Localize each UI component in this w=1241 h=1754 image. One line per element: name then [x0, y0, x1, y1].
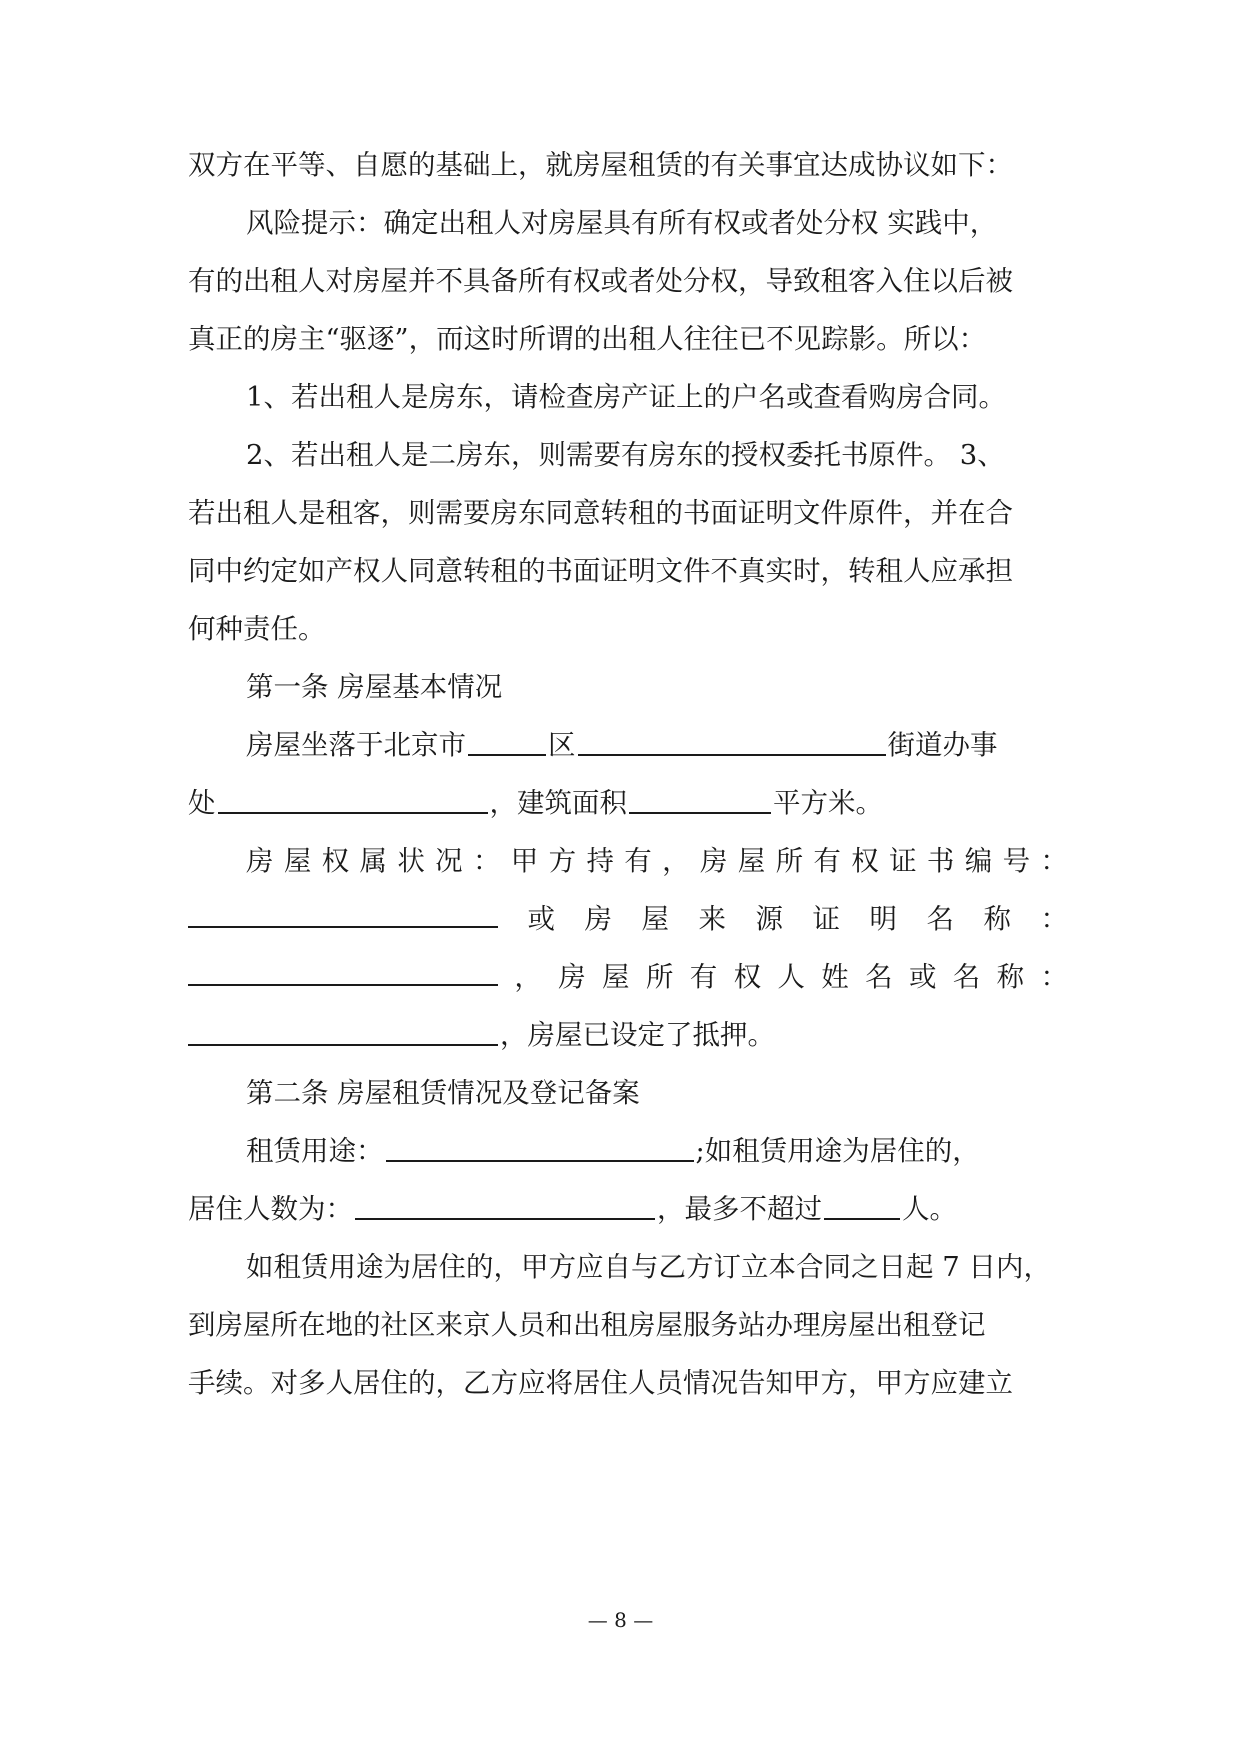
char: 房	[558, 961, 586, 993]
text-line: 同中约定如产权人同意转租的书面证明文件不真实时，转租人应承担	[188, 555, 1013, 587]
text-line: 手续。对多人居住的，乙方应将居住人员情况告知甲方，甲方应建立	[188, 1367, 1013, 1399]
char: 名	[926, 903, 954, 935]
char: ：	[1040, 961, 1068, 993]
source-line	[188, 899, 1068, 939]
char: 称	[983, 903, 1011, 935]
char: 权	[733, 961, 762, 993]
owner-line	[188, 957, 1068, 997]
article-2-heading: 第二条 房屋租赁情况及登记备案	[246, 1077, 640, 1109]
char: 所	[645, 961, 674, 993]
char: 方	[548, 845, 577, 877]
char: 屋	[737, 845, 766, 877]
district-blank[interactable]	[468, 727, 546, 756]
char: 来	[698, 903, 726, 935]
street-office-label: 街道办事	[887, 729, 998, 761]
char: 房	[584, 903, 612, 935]
char: 书	[926, 845, 955, 877]
occupants-blank[interactable]	[355, 1191, 655, 1220]
char: 证	[889, 845, 917, 877]
occupants-label: 居住人数为：	[188, 1193, 353, 1225]
mortgage-label: ，房屋已设定了抵押。	[500, 1019, 775, 1051]
char: 或	[527, 903, 555, 935]
source-certificate-blank[interactable]	[188, 957, 498, 986]
area-label: ，建筑面积	[489, 787, 627, 819]
char: 编	[964, 845, 993, 877]
char: ：	[472, 845, 501, 877]
list-item-2: 2、若出租人是二房东，则需要有房东的授权委托书原件。 3、	[246, 439, 1005, 471]
char: 有	[813, 845, 841, 877]
page-number: — 8 —	[587, 1608, 654, 1632]
char: 权	[321, 845, 350, 877]
list-item-1: 1、若出租人是房东，请检查房产证上的户名或查看购房合同。	[246, 381, 1006, 413]
max-label: ，最多不超过	[657, 1193, 822, 1225]
occupants-line	[188, 1189, 1068, 1229]
article-1-heading: 第一条 房屋基本情况	[246, 671, 503, 703]
char: 人	[777, 961, 805, 993]
char: 屋	[602, 961, 630, 993]
char: 权	[851, 845, 879, 877]
street-blank[interactable]	[578, 727, 886, 756]
char: 姓	[821, 961, 849, 993]
office-label: 处	[188, 787, 216, 819]
risk-tip-line: 风险提示：确定出租人对房屋具有所有权或者处分权 实践中，	[246, 207, 998, 239]
char: 证	[812, 903, 840, 935]
purpose-note: ;如租赁用途为居住的，	[695, 1135, 980, 1167]
text-line: 何种责任。	[188, 613, 326, 645]
char: 或	[908, 961, 937, 993]
max-occupants-blank[interactable]	[824, 1191, 900, 1220]
persons-label: 人。	[902, 1193, 957, 1225]
text-line: 如租赁用途为居住的，甲方应自与乙方订立本合同之日起 7 日内，	[246, 1251, 1051, 1283]
char: ：	[1040, 903, 1068, 935]
text-line: 真正的房主“驱逐”，而这时所谓的出租人往往已不见踪影。所以：	[188, 323, 987, 355]
char: ：	[1040, 845, 1068, 877]
purpose-label: 租赁用途：	[246, 1135, 384, 1167]
char: 所	[775, 845, 804, 877]
area-line	[188, 783, 1068, 823]
char: 名	[865, 961, 893, 993]
district-label: 区	[548, 729, 576, 761]
char: 属	[359, 845, 387, 877]
char: 房	[699, 845, 728, 877]
location-line	[246, 725, 1068, 765]
mortgage-line	[188, 1015, 1068, 1055]
certificate-number-blank[interactable]	[188, 899, 498, 928]
ownership-line	[246, 841, 1068, 881]
office-blank[interactable]	[218, 785, 488, 814]
area-unit-label: 平方米。	[773, 787, 883, 819]
char: ，	[514, 961, 542, 993]
char: 有	[624, 845, 652, 877]
char: 名	[952, 961, 981, 993]
text-line: 到房屋所在地的社区来京人员和出租房屋服务站办理房屋出租登记	[188, 1309, 986, 1341]
char: 状	[397, 845, 425, 877]
text-line: 若出租人是租客，则需要房东同意转租的书面证明文件原件，并在合	[188, 497, 1013, 529]
char: 况	[435, 845, 463, 877]
char: 屋	[641, 903, 669, 935]
char: 明	[869, 903, 897, 935]
char: ，	[662, 845, 690, 877]
char: 称	[996, 961, 1025, 993]
area-blank[interactable]	[629, 785, 771, 814]
char: 房	[246, 845, 274, 877]
text-line: 有的出租人对房屋并不具备所有权或者处分权，导致租客入住以后被	[188, 265, 1013, 297]
char: 号	[1002, 845, 1031, 877]
char: 有	[689, 961, 718, 993]
char: 甲	[510, 845, 539, 877]
lease-purpose-line	[246, 1131, 1068, 1171]
location-label: 房屋坐落于北京市	[246, 729, 466, 761]
text-line: 双方在平等、自愿的基础上，就房屋租赁的有关事宜达成协议如下：	[188, 149, 1013, 181]
char: 持	[586, 845, 614, 877]
purpose-blank[interactable]	[386, 1133, 694, 1162]
owner-name-blank[interactable]	[188, 1017, 498, 1046]
char: 屋	[283, 845, 312, 877]
char: 源	[755, 903, 783, 935]
